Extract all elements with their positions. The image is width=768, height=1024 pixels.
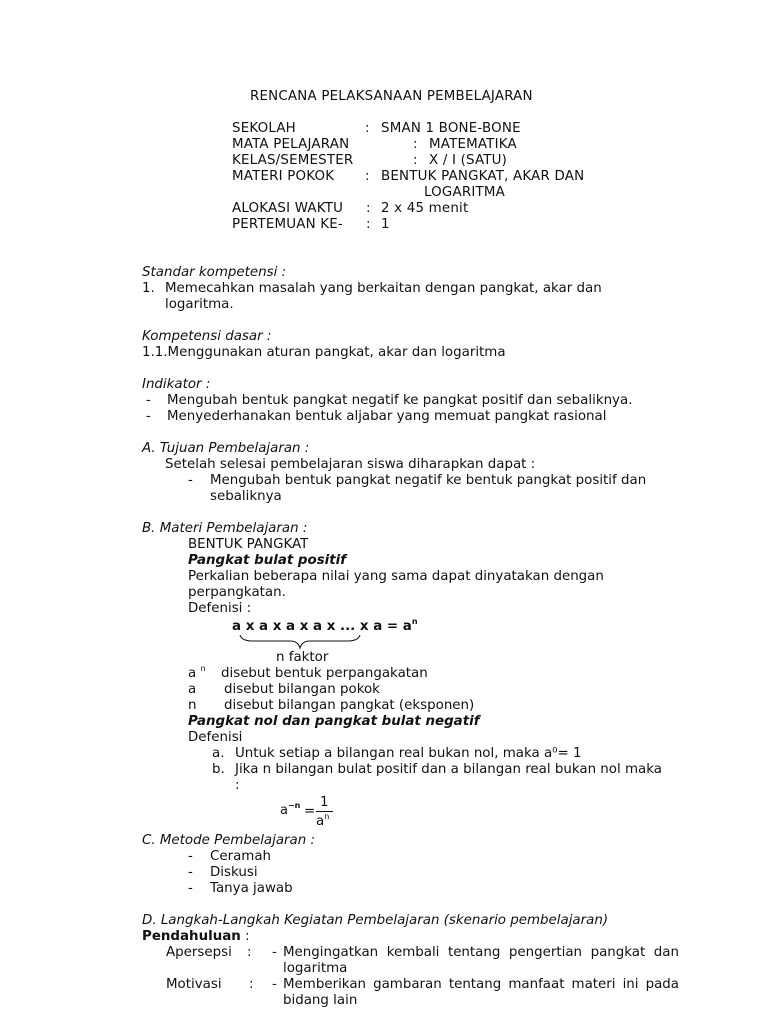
identity-value-materi-cont: LOGARITMA [424, 185, 506, 200]
pendahuluan-heading: Pendahuluan : [142, 929, 250, 944]
identity-label-pertemuan: PERTEMUAN KE- [232, 217, 343, 232]
fraction-denominator: $a^n$ [316, 812, 330, 829]
formula-lhs: $a^{-n}$ [280, 801, 301, 818]
langkah-heading: D. Langkah-Langkah Kegiatan Pembelajaran (skenario pembelajaran) [142, 913, 609, 928]
fraction-numerator: 1 [320, 795, 329, 810]
term-symbol: n [188, 698, 197, 713]
step-text-apersepsi-cont: logaritma [283, 961, 348, 976]
materi-topic: BENTUK PANGKAT [188, 537, 309, 552]
step-colon: : [247, 945, 252, 960]
bullet-dash: - [188, 849, 193, 864]
definition-item: Jika n bilangan bulat positif dan a bilangan real bukan nol maka [235, 762, 662, 777]
identity-colon: : [413, 153, 418, 168]
indikator-item: Mengubah bentuk pangkat negatif ke pangkat positif dan sebaliknya. [167, 393, 633, 408]
bullet-dash: - [272, 977, 277, 992]
identity-label-kelas: KELAS/SEMESTER [232, 153, 354, 168]
step-text-motivasi: Memberikan gambaran tentang manfaat materi ini pada [283, 977, 679, 992]
indikator-heading: Indikator : [142, 377, 211, 392]
definition-label-2: Defenisi [188, 730, 243, 745]
term-desc: disebut bilangan pangkat (eksponen) [224, 698, 475, 713]
tujuan-intro: Setelah selesai pembelajaran siswa diharapkan dapat : [165, 457, 536, 472]
bullet-dash: - [272, 945, 277, 960]
metode-heading: C. Metode Pembelajaran : [142, 833, 316, 848]
identity-colon: : [365, 121, 370, 136]
materi-desc: Perkalian beberapa nilai yang sama dapat dinyatakan dengan [188, 569, 604, 584]
identity-colon: : [365, 169, 370, 184]
document-title: RENCANA PELAKSANAAN PEMBELAJARAN [250, 89, 533, 104]
bullet-dash: - [188, 865, 193, 880]
tujuan-item: Mengubah bentuk pangkat negatif ke bentuk pangkat positif dan [210, 473, 647, 488]
kompetensi-heading: Kompetensi dasar : [142, 329, 272, 344]
materi-desc-cont: perpangkatan. [188, 585, 286, 600]
bullet-dash: - [146, 409, 151, 424]
metode-item: Diskusi [210, 865, 258, 880]
standar-heading: Standar kompetensi : [142, 265, 287, 280]
materi-heading: B. Materi Pembelajaran : [142, 521, 308, 536]
step-label-apersepsi: Apersepsi [166, 945, 232, 960]
list-marker: a. [212, 746, 225, 761]
tujuan-heading: A. Tujuan Pembelajaran : [142, 441, 310, 456]
term-desc: disebut bentuk perpangakatan [221, 666, 428, 681]
bullet-dash: - [188, 881, 193, 896]
identity-value-alokasi: 2 x 45 menit [381, 201, 469, 216]
identity-colon: : [366, 201, 371, 216]
standar-text: Memecahkan masalah yang berkaitan dengan pangkat, akar dan [165, 281, 602, 296]
identity-value-mapel: MATEMATIKA [429, 137, 517, 152]
step-text-motivasi-cont: bidang lain [283, 993, 358, 1008]
bullet-dash: - [188, 473, 193, 488]
identity-label-alokasi: ALOKASI WAKTU [232, 201, 344, 216]
standar-text-cont: logaritma. [165, 297, 234, 312]
kompetensi-text: 1.1.Menggunakan aturan pangkat, akar dan logaritma [142, 345, 506, 360]
term-desc: disebut bilangan pokok [224, 682, 380, 697]
identity-value-kelas: X / I (SATU) [429, 153, 508, 168]
standar-number: 1. [142, 281, 155, 296]
tujuan-item-cont: sebaliknya [210, 489, 282, 504]
identity-label-sekolah: SEKOLAH [232, 121, 296, 136]
step-label-motivasi: Motivasi [166, 977, 222, 992]
identity-colon: : [413, 137, 418, 152]
brace-label: n faktor [276, 650, 329, 665]
list-marker: b. [212, 762, 225, 777]
metode-item: Tanya jawab [210, 881, 293, 896]
identity-value-sekolah: SMAN 1 BONE-BONE [381, 121, 521, 136]
step-text-apersepsi: Mengingatkan kembali tentang pengertian pangkat dan [283, 945, 679, 960]
identity-label-mapel: MATA PELAJARAN [232, 137, 350, 152]
step-colon: : [249, 977, 254, 992]
identity-label-materi: MATERI POKOK [232, 169, 335, 184]
term-symbol: a $^n$ [188, 664, 206, 681]
formula-equals: = [304, 804, 316, 819]
materi-subheading-2: Pangkat nol dan pangkat bulat negatif [188, 714, 480, 729]
bullet-dash: - [146, 393, 151, 408]
definition-label: Defenisi : [188, 601, 252, 616]
indikator-item: Menyederhanakan bentuk aljabar yang memuat pangkat rasional [167, 409, 607, 424]
identity-value-pertemuan: 1 [381, 217, 390, 232]
underbrace-icon [238, 633, 362, 651]
materi-subheading: Pangkat bulat positif [188, 553, 347, 568]
metode-item: Ceramah [210, 849, 272, 864]
definition-item: Untuk setiap a bilangan real bukan nol, maka a⁰= 1 [235, 746, 582, 761]
definition-item-cont: : [235, 778, 240, 793]
power-formula: a x a x a x a x ... x $a = a^n$ [232, 617, 418, 634]
term-symbol: a [188, 682, 197, 697]
identity-value-materi: BENTUK PANGKAT, AKAR DAN [381, 169, 585, 184]
identity-colon: : [366, 217, 371, 232]
